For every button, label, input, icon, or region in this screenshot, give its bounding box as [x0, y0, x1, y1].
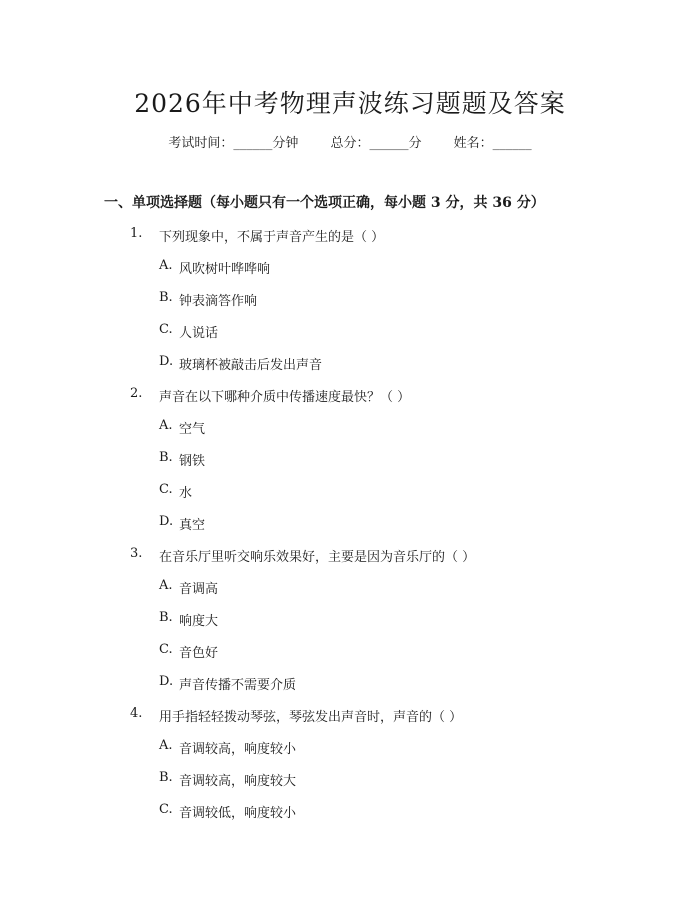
question-1-option-c	[0, 322, 700, 354]
exam-time-unit: 分钟	[272, 136, 299, 151]
question-1	[0, 226, 700, 258]
question-2	[0, 386, 700, 418]
exam-time-info	[168, 132, 298, 151]
option-text: 钢铁	[179, 454, 206, 469]
question-3-option-a	[0, 578, 700, 610]
question-1-option-b	[0, 290, 700, 322]
option-text: 空气	[179, 422, 206, 437]
question-4-option-c	[0, 802, 700, 834]
option-text: 音色好	[179, 646, 219, 661]
total-score-info	[330, 132, 421, 151]
name-info	[454, 132, 532, 151]
option-letter: D.	[159, 674, 174, 689]
option-letter: A.	[159, 258, 173, 273]
section-heading: 一、单项选择题（每小题只有一个选项正确，每小题 3 分，共 36 分）	[104, 195, 545, 211]
question-2-option-a	[0, 418, 700, 450]
question-2-option-b	[0, 450, 700, 482]
option-letter: A.	[159, 738, 173, 753]
question-number: 1.	[130, 226, 143, 241]
question-2-option-d	[0, 514, 700, 546]
question-4-option-b	[0, 770, 700, 802]
option-text: 风吹树叶哗哗响	[179, 262, 271, 277]
question-3-option-c	[0, 642, 700, 674]
question-3	[0, 546, 700, 578]
option-text: 响度大	[179, 614, 219, 629]
name-blank: ______	[492, 136, 532, 151]
question-4-option-a	[0, 738, 700, 770]
question-1-option-d	[0, 354, 700, 386]
option-letter: B.	[159, 610, 173, 625]
option-letter: A.	[159, 418, 173, 433]
option-text: 真空	[179, 518, 206, 533]
option-text: 音调较低，响度较小	[179, 806, 297, 821]
page-title: 2026年中考物理声波练习题题及答案	[134, 89, 566, 118]
option-text: 音调较高，响度较小	[179, 742, 297, 757]
option-letter: C.	[159, 642, 173, 657]
option-text: 水	[179, 486, 193, 501]
option-text: 音调较高，响度较大	[179, 774, 297, 789]
option-letter: B.	[159, 770, 173, 785]
option-letter: D.	[159, 354, 174, 369]
question-number: 2.	[130, 386, 143, 401]
question-text: 声音在以下哪种介质中传播速度最快？（ ）	[159, 390, 411, 405]
question-3-option-d	[0, 674, 700, 706]
exam-time-blank: ______	[233, 136, 273, 151]
question-list	[0, 226, 700, 834]
question-text: 在音乐厅里听交响乐效果好，主要是因为音乐厅的（ ）	[159, 550, 476, 565]
question-text: 用手指轻轻拨动琴弦，琴弦发出声音时，声音的（ ）	[159, 710, 463, 725]
question-text: 下列现象中，不属于声音产生的是（ ）	[159, 230, 385, 245]
total-score-blank: ______	[369, 136, 409, 151]
total-score-label: 总分：	[330, 136, 370, 151]
exam-info-row	[0, 132, 700, 151]
option-letter: B.	[159, 450, 173, 465]
option-text: 声音传播不需要介质	[179, 678, 297, 693]
option-letter: C.	[159, 482, 173, 497]
option-text: 玻璃杯被敲击后发出声音	[179, 358, 323, 373]
option-letter: D.	[159, 514, 174, 529]
question-1-option-a	[0, 258, 700, 290]
question-number: 4.	[130, 706, 143, 721]
option-letter: C.	[159, 802, 173, 817]
option-text: 钟表滴答作响	[179, 294, 258, 309]
option-letter: B.	[159, 290, 173, 305]
question-2-option-c	[0, 482, 700, 514]
option-letter: A.	[159, 578, 173, 593]
question-4	[0, 706, 700, 738]
question-number: 3.	[130, 546, 143, 561]
option-letter: C.	[159, 322, 173, 337]
option-text: 音调高	[179, 582, 219, 597]
exam-time-label: 考试时间：	[168, 136, 234, 151]
name-label: 姓名：	[453, 136, 493, 151]
total-score-unit: 分	[408, 136, 422, 151]
option-text: 人说话	[179, 326, 219, 341]
question-3-option-b	[0, 610, 700, 642]
